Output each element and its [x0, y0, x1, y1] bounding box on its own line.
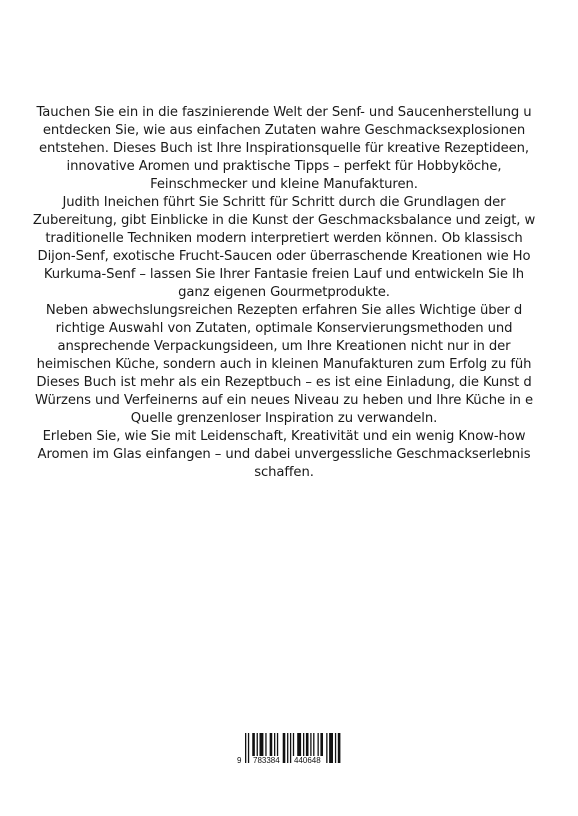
- blurb-line: entdecken Sie, wie aus einfachen Zutaten wahre Geschmacksexplosionen: [42, 123, 526, 138]
- barcode-digit-first: 9: [237, 756, 242, 765]
- blurb-line: ganz eigenen Gourmetprodukte.: [178, 285, 390, 300]
- blurb-line: Feinschmecker und kleine Manufakturen.: [150, 177, 418, 192]
- blurb-line: Zubereitung, gibt Einblicke in die Kunst der Geschmacksbalance und zeigt, w: [32, 213, 536, 228]
- blurb-line: traditionelle Techniken modern interpretiert werden können. Ob klassisch: [45, 231, 523, 246]
- blurb-line: Dijon-Senf, exotische Frucht-Saucen oder überraschende Kreationen wie Ho: [37, 249, 531, 264]
- isbn-barcode: [237, 733, 341, 769]
- blurb-line: Quelle grenzenloser Inspiration zu verwandeln.: [130, 411, 438, 426]
- blurb-line: Tauchen Sie ein in die faszinierende Welt der Senf- und Saucenherstellung u: [36, 105, 532, 120]
- blurb-line: Dieses Buch ist mehr als ein Rezeptbuch – es ist eine Einladung, die Kunst d: [36, 375, 532, 390]
- back-cover-blurb: [25, 104, 543, 482]
- blurb-line: entstehen. Dieses Buch ist Ihre Inspirationsquelle für kreative Rezeptideen,: [38, 141, 530, 156]
- blurb-line: innovative Aromen und praktische Tipps – perfekt für Hobbyköche,: [66, 159, 502, 174]
- blurb-line: ansprechende Verpackungsideen, um Ihre Kreationen nicht nur in der: [57, 339, 511, 354]
- barcode-digits-right: 440648: [294, 756, 321, 765]
- blurb-line: richtige Auswahl von Zutaten, optimale Konservierungsmethoden und: [55, 321, 513, 336]
- blurb-line: schaffen.: [254, 465, 314, 480]
- blurb-line: Aromen im Glas einfangen – und dabei unvergessliche Geschmackserlebnis: [37, 447, 531, 462]
- blurb-line: Judith Ineichen führt Sie Schritt für Schritt durch die Grundlagen der: [62, 195, 506, 210]
- blurb-line: heimischen Küche, sondern auch in kleinen Manufakturen zum Erfolg zu füh: [36, 357, 532, 372]
- blurb-line: Würzens und Verfeinerns auf ein neues Niveau zu heben und Ihre Küche in e: [34, 393, 534, 408]
- blurb-line: Neben abwechslungsreichen Rezepten erfahren Sie alles Wichtige über d: [45, 303, 523, 318]
- blurb-line: Kurkuma-Senf – lassen Sie Ihrer Fantasie freien Lauf und entwickeln Sie Ih: [43, 267, 525, 282]
- blurb-line: Erleben Sie, wie Sie mit Leidenschaft, Kreativität und ein wenig Know-how: [42, 429, 526, 444]
- barcode-digits-left: 783384: [253, 756, 280, 765]
